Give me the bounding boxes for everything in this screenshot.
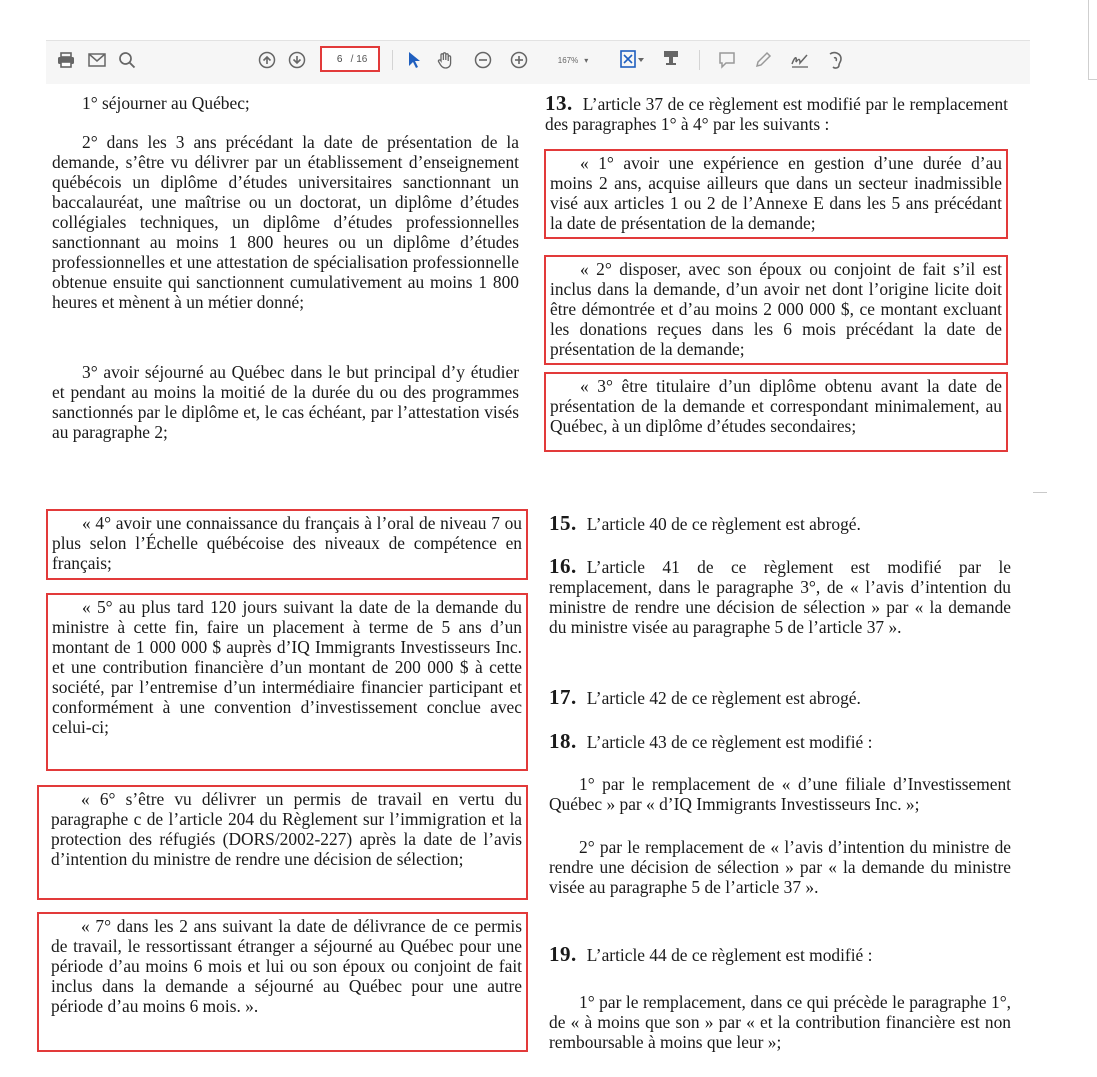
zoom-out-icon[interactable] [472,49,494,71]
highlight-box [37,912,528,1052]
mail-icon[interactable] [86,49,108,71]
paragraph-3: 3° avoir séjourné au Québec dans le but principal d’y étudier et pendant au moins la moitié de la durée du ou des programmes sanctionnés par le diplôme et, le cas échéant, par l’attestation visés au paragraphe 2; [52,362,519,442]
toolbar-divider [699,50,700,70]
paragraph-2: 2° dans les 3 ans précédant la date de présentation de la demande, s’être vu délivrer par un établissement d’enseignement québécois un diplôme d’études universitaires sanctionnant un baccalauréat, une maîtrise ou un doctorat, un diplôme d’études collégiales techniques, un diplôme d’études professionnelles sanctionnant au moins 1 800 heures ou un diplôme d’études professionnelles et une attestation de spécialisation professionnelle obtenue ensuite qui sanctionnent cumulativement au moins 1 800 heures et mènent à un métier donné; [52,132,519,312]
article-number: 18. [549,729,577,753]
article-13 [545,93,1008,134]
replacement-paragraph-2: « 2° disposer, avec son époux ou conjoint de fait s’il est inclus dans la demande, d’un avoir net dont l’origine licite doit être démontrée et d’au moins 2 000 000 $, ce montant excluant les donations reçues dans les 6 mois précédant la date de présentation de la demande; [550,259,1002,359]
page-edge-mark [1033,492,1047,493]
print-icon[interactable] [55,49,77,71]
replacement-paragraph-5: « 5° au plus tard 120 jours suivant la date de la demande du ministre à cette fin, faire un placement à terme de 5 ans d’un montant de 1 000 000 $ auprès d’IQ Immigrants Investisseurs Inc. et une contribution financière d’un montant de 200 000 $ à cette société, par l’entremise d’un intermédiaire financier participant et conformément à une convention d’investissement conclue avec celui-ci; [52,597,522,737]
article-18 [549,731,1011,752]
stamp-icon[interactable] [660,48,682,70]
read-aloud-icon[interactable] [824,49,848,71]
page-current[interactable]: 6 [336,53,343,65]
page-number-field[interactable] [320,46,380,72]
fit-page-icon[interactable] [617,48,647,70]
highlight-box [46,509,528,580]
article-text: L’article 42 de ce règlement est abrogé. [586,688,861,708]
replacement-paragraph-4: « 4° avoir une connaissance du français à l’oral de niveau 7 ou plus selon l’Échelle québécoise des niveaux de compétence en français; [52,513,522,573]
replacement-paragraph-1: « 1° avoir une expérience en gestion d’une durée d’au moins 2 ans, acquise ailleurs que dans un secteur inadmissible visé aux articles 1 ou 2 de l’Annexe E dans les 5 ans précédant la date de présentation de la demande; [550,153,1002,233]
paragraph-1: 1° séjourner au Québec; [82,93,250,113]
article-19 [549,944,1011,965]
hand-icon[interactable] [434,49,456,71]
scrollbar-frame [1088,0,1097,80]
zoom-value: 167% [557,55,579,65]
page-total: / 16 [350,53,368,65]
article-text: L’article 44 de ce règlement est modifié : [586,945,873,965]
highlight-box [46,593,528,771]
page-down-icon[interactable] [286,49,308,71]
replacement-paragraph-7: « 7° dans les 2 ans suivant la date de délivrance de ce permis de travail, le ressortissant étranger a séjourné au Québec pour une période d’au moins 6 mois et lui ou son époux ou conjoint de fait inclus dans la demande a séjourné au Québec pour une autre période d’au moins 6 mois. ». [51,916,522,1016]
article-number: 15. [549,511,577,535]
article-text: L’article 40 de ce règlement est abrogé. [586,514,861,534]
article-15 [549,513,1011,534]
toolbar-divider [392,50,393,70]
search-icon[interactable] [116,49,138,71]
sign-icon[interactable] [788,49,812,71]
article-19-paragraph-1: 1° par le remplacement, dans ce qui précède le paragraphe 1°, de « à moins que son » par « et la contribution financière est non remboursable à moins que leur »; [549,992,1011,1052]
page-up-icon[interactable] [256,49,278,71]
highlight-box [544,149,1008,239]
zoom-level-dropdown[interactable] [545,49,601,71]
highlight-box [544,372,1008,452]
article-number: 16. [549,554,577,578]
article-17 [549,687,1011,708]
pdf-toolbar [46,40,1030,84]
pen-icon[interactable] [752,49,774,71]
highlight-box [37,785,528,900]
article-text: L’article 43 de ce règlement est modifié : [586,732,873,752]
article-number: 13. [545,91,573,115]
article-number: 17. [549,685,577,709]
article-number: 19. [549,942,577,966]
article-18-paragraph-1: 1° par le remplacement de « d’une filiale d’Investissement Québec » par « d’IQ Immigrants Investisseurs Inc. »; [549,774,1011,814]
select-cursor-icon[interactable] [404,49,424,71]
replacement-paragraph-3: « 3° être titulaire d’un diplôme obtenu avant la date de présentation de la demande et correspondant minimalement, au Québec, à un diplôme d’études secondaires; [550,376,1002,436]
zoom-in-icon[interactable] [508,49,530,71]
article-18-paragraph-2: 2° par le remplacement de « l’avis d’intention du ministre de rendre une décision de sélection » par « la demande du ministre visée au paragraphe 5 de l’article 37 ». [549,837,1011,897]
article-text: L’article 41 de ce règlement est modifié par le remplacement, dans le paragraphe 3°, de « l’avis d’intention du ministre de rendre une décision de sélection » par « la demande du ministre visée au paragraphe 5 de l’article 37 ». [549,557,1011,637]
article-text: L’article 37 de ce règlement est modifié par le remplacement des paragraphes 1° à 4° par les suivants : [545,94,1008,134]
highlight-box [544,255,1008,365]
comment-icon[interactable] [716,49,738,71]
chevron-down-icon: ▾ [584,55,589,65]
replacement-paragraph-6: « 6° s’être vu délivrer un permis de travail en vertu du paragraphe c de l’article 204 du Règlement sur l’immigration et la protection des réfugiés (DORS/2002-227) après la date de l’avis d’intention du ministre de rendre une décision de sélection; [51,789,522,869]
article-16 [549,556,1011,637]
